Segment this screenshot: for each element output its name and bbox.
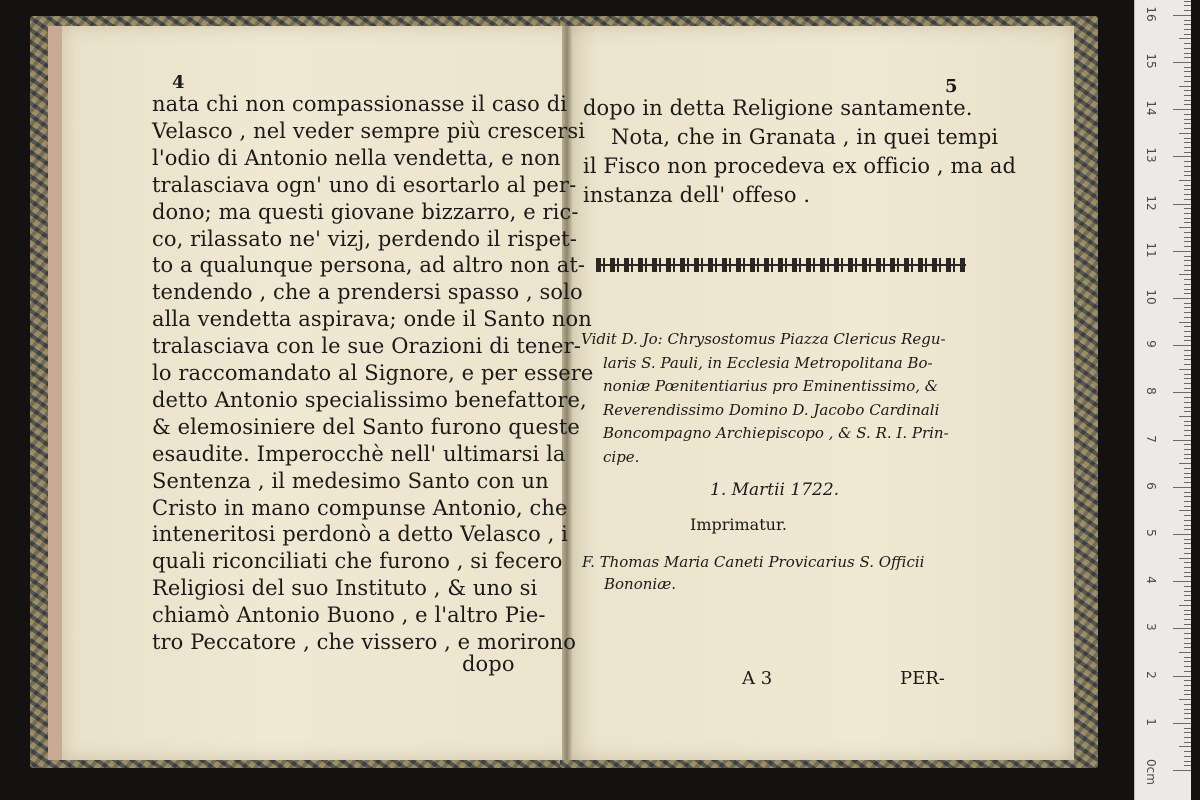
- ruler-tick: [1184, 614, 1191, 615]
- ruler-tick: [1179, 416, 1191, 417]
- ruler-tick: [1173, 723, 1191, 724]
- ruler-tick: [1184, 661, 1191, 662]
- ruler-tick: [1184, 100, 1191, 101]
- ruler-tick: [1184, 279, 1191, 280]
- ruler-tick: [1184, 680, 1191, 681]
- ruler-tick: [1184, 303, 1191, 304]
- ruler-tick: [1184, 81, 1191, 82]
- ruler-tick: [1184, 633, 1191, 634]
- text-line: tralasciava ogn' uno di esortarlo al per-: [152, 172, 577, 197]
- ruler-label: 8: [1144, 387, 1158, 396]
- ruler-tick: [1179, 274, 1191, 275]
- ruler-tick: [1184, 138, 1191, 139]
- ornamental-rule: [596, 258, 966, 272]
- ruler-tick: [1184, 67, 1191, 68]
- ruler-tick: [1184, 383, 1191, 384]
- ruler-tick: [1184, 501, 1191, 502]
- ruler-tick: [1184, 572, 1191, 573]
- text-line: Cristo in mano compunse Antonio, che: [152, 495, 568, 520]
- ruler-tick: [1184, 742, 1191, 743]
- ruler-label: 13: [1144, 147, 1158, 164]
- text-line: Sentenza , il medesimo Santo con un: [152, 468, 549, 493]
- ruler-tick: [1184, 454, 1191, 455]
- ruler-label: 15: [1144, 53, 1158, 69]
- ruler-tick: [1184, 331, 1191, 332]
- ruler-label: 14: [1144, 100, 1158, 116]
- ruler-tick: [1184, 175, 1191, 176]
- ruler-tick: [1184, 553, 1191, 554]
- ruler-tick: [1179, 227, 1191, 228]
- ruler-tick: [1184, 359, 1191, 360]
- ruler-tick: [1173, 15, 1191, 16]
- text-line: cipe.: [603, 447, 640, 466]
- text-line: esaudite. Imperocchè nell' ultimarsi la: [152, 441, 566, 466]
- ruler-tick: [1184, 336, 1191, 337]
- ruler-tick: [1184, 586, 1191, 587]
- ruler-tick: [1184, 152, 1191, 153]
- ruler-tick: [1184, 364, 1191, 365]
- ruler-tick: [1184, 232, 1191, 233]
- ruler-tick: [1184, 407, 1191, 408]
- ruler-tick: [1184, 43, 1191, 44]
- text-line: inteneritosi perdonò a detto Velasco , i: [152, 522, 568, 547]
- ruler-label: 9: [1144, 340, 1158, 348]
- ruler-tick: [1173, 676, 1191, 677]
- ruler-tick: [1184, 529, 1191, 530]
- ruler-tick: [1184, 326, 1191, 327]
- ruler-tick: [1184, 756, 1191, 757]
- ruler-tick: [1179, 133, 1191, 134]
- ruler-label: 16: [1144, 6, 1158, 22]
- ruler-tick: [1179, 699, 1191, 700]
- ruler-tick: [1184, 147, 1191, 148]
- ruler-tick: [1184, 458, 1191, 459]
- ruler-tick: [1184, 411, 1191, 412]
- text-line: chiamò Antonio Buono , e l'altro Pie-: [152, 603, 546, 628]
- ruler-tick: [1184, 666, 1191, 667]
- right-catchword: PER-: [900, 668, 945, 689]
- ruler-tick: [1184, 90, 1191, 91]
- ruler-tick: [1184, 57, 1191, 58]
- ruler-tick: [1184, 293, 1191, 294]
- text-line: Nota, che in Granata , in quei tempi: [611, 125, 999, 149]
- ruler-tick: [1184, 241, 1191, 242]
- ruler-tick: [1184, 194, 1191, 195]
- ruler-tick: [1184, 591, 1191, 592]
- ruler-tick: [1184, 24, 1191, 25]
- ruler-tick: [1184, 1, 1191, 2]
- ruler-tick: [1184, 690, 1191, 691]
- ruler-tick: [1184, 430, 1191, 431]
- ruler-tick: [1173, 156, 1191, 157]
- ruler-tick: [1184, 520, 1191, 521]
- ruler-tick: [1184, 751, 1191, 752]
- ruler-tick: [1184, 468, 1191, 469]
- ruler-tick: [1173, 628, 1191, 629]
- text-line: tendendo , che a prendersi spasso , solo: [152, 280, 583, 305]
- ruler-tick: [1173, 534, 1191, 535]
- ruler-tick: [1184, 496, 1191, 497]
- ruler-tick: [1184, 123, 1191, 124]
- ruler-tick: [1173, 581, 1191, 582]
- ruler-tick: [1184, 539, 1191, 540]
- ruler-tick: [1184, 270, 1191, 271]
- ruler-tick: [1184, 260, 1191, 261]
- ruler-tick: [1173, 62, 1191, 63]
- ruler-tick: [1179, 322, 1191, 323]
- ruler-tick: [1184, 402, 1191, 403]
- ruler-tick: [1184, 704, 1191, 705]
- ruler-tick: [1184, 732, 1191, 733]
- ruler-tick: [1184, 34, 1191, 35]
- ruler-tick: [1184, 388, 1191, 389]
- ruler-tick: [1184, 638, 1191, 639]
- ruler-tick: [1179, 746, 1191, 747]
- ruler-label: 1: [1144, 717, 1158, 726]
- ruler-tick: [1184, 473, 1191, 474]
- ruler-tick: [1184, 128, 1191, 129]
- ruler-tick: [1184, 718, 1191, 719]
- text-line: co, rilassato ne' vizj, perdendo il rispet-: [152, 226, 577, 251]
- ruler-tick: [1184, 71, 1191, 72]
- ruler-tick: [1184, 95, 1191, 96]
- ruler-tick: [1184, 119, 1191, 120]
- signature-mark: A 3: [742, 668, 773, 689]
- ruler-tick: [1184, 643, 1191, 644]
- text-line: tro Peccatore , che vissero , e morirono: [152, 630, 576, 654]
- ruler-label: 10: [1144, 289, 1158, 305]
- ruler-tick: [1179, 605, 1191, 606]
- ruler-tick: [1184, 619, 1191, 620]
- left-page-number: 4: [172, 72, 185, 93]
- ruler-label: 5: [1144, 529, 1158, 537]
- ruler-tick: [1184, 213, 1191, 214]
- ruler-tick: [1179, 463, 1191, 464]
- text-line: Religiosi del suo Instituto , & uno si: [152, 576, 538, 601]
- ruler-tick: [1184, 685, 1191, 686]
- ruler-tick: [1184, 340, 1191, 341]
- ruler-tick: [1184, 20, 1191, 21]
- ruler-label: 6: [1144, 481, 1158, 490]
- ruler-tick: [1184, 256, 1191, 257]
- ruler-tick: [1184, 48, 1191, 49]
- ruler-tick: [1184, 265, 1191, 266]
- ruler-tick: [1173, 392, 1191, 393]
- ruler-label: 11: [1144, 242, 1158, 258]
- ruler-tick: [1184, 397, 1191, 398]
- ruler-tick: [1184, 647, 1191, 648]
- ruler-tick: [1184, 515, 1191, 516]
- text-line: alla vendetta aspirava; onde il Santo non: [152, 307, 592, 332]
- ruler-tick: [1179, 38, 1191, 39]
- ruler-tick: [1184, 307, 1191, 308]
- ruler-tick: [1184, 246, 1191, 247]
- ruler-tick: [1184, 694, 1191, 695]
- ruler-tick: [1173, 298, 1191, 299]
- text-line: Boncompagno Archiepiscopo , & S. R. I. Prin-: [603, 424, 949, 442]
- ruler-tick: [1184, 765, 1191, 766]
- ruler-tick: [1184, 374, 1191, 375]
- ruler-tick: [1184, 728, 1191, 729]
- ruler-tick: [1184, 237, 1191, 238]
- ruler-tick: [1184, 737, 1191, 738]
- ruler-tick: [1184, 208, 1191, 209]
- text-line: dopo in detta Religione santamente.: [583, 96, 973, 120]
- text-line: instanza dell' offeso .: [583, 183, 811, 207]
- ruler-tick: [1179, 180, 1191, 181]
- ruler-tick: [1184, 222, 1191, 223]
- ruler-tick: [1173, 109, 1191, 110]
- ruler-label: 0cm: [1144, 759, 1158, 785]
- ruler-tick: [1184, 449, 1191, 450]
- text-line: tralasciava con le sue Orazioni di tener-: [152, 334, 581, 359]
- ruler-tick: [1184, 312, 1191, 313]
- ruler-label: 2: [1144, 670, 1158, 679]
- ruler-tick: [1173, 204, 1191, 205]
- ruler-tick: [1184, 600, 1191, 601]
- ruler-tick: [1179, 652, 1191, 653]
- imprimatur-label: Imprimatur.: [690, 515, 787, 534]
- ruler-tick: [1184, 76, 1191, 77]
- ruler-tick: [1173, 440, 1191, 441]
- ruler-label: 12: [1144, 194, 1158, 211]
- ruler-tick: [1184, 477, 1191, 478]
- ruler-tick: [1184, 548, 1191, 549]
- ruler-tick: [1184, 709, 1191, 710]
- ruler-tick: [1184, 713, 1191, 714]
- ruler-tick: [1184, 10, 1191, 11]
- text-line: F. Thomas Maria Caneti Provicarius S. Officii: [582, 553, 925, 571]
- text-line: to a qualunque persona, ad altro non at-: [152, 253, 586, 278]
- ruler-tick: [1184, 761, 1191, 762]
- ruler-tick: [1184, 435, 1191, 436]
- ruler-tick: [1184, 317, 1191, 318]
- text-line: quali riconciliati che furono , si fecero: [152, 549, 563, 574]
- ruler-tick: [1184, 350, 1191, 351]
- ruler-tick: [1179, 510, 1191, 511]
- date-line: 1. Martii 1722.: [710, 480, 840, 500]
- text-line: il Fisco non procedeva ex officio , ma ad: [583, 154, 1017, 178]
- text-line: nata chi non compassionasse il caso di: [152, 92, 568, 116]
- ruler-tick: [1184, 378, 1191, 379]
- ruler-tick: [1184, 5, 1191, 6]
- ruler-tick: [1173, 487, 1191, 488]
- ruler-tick: [1184, 543, 1191, 544]
- ruler-tick: [1184, 567, 1191, 568]
- ruler-tick: [1184, 562, 1191, 563]
- ruler-tick: [1179, 558, 1191, 559]
- ruler-tick: [1173, 770, 1191, 771]
- text-line: noniæ Pœnitentiarius pro Eminentissimo, &: [603, 377, 939, 395]
- ruler-label: 3: [1144, 623, 1158, 632]
- text-line: Vidit D. Jo: Chrysostomus Piazza Clericus Regu-: [581, 330, 946, 348]
- ruler-tick: [1184, 171, 1191, 172]
- text-line: Bononiæ.: [604, 575, 677, 593]
- ruler-tick: [1184, 289, 1191, 290]
- ruler-tick: [1173, 251, 1191, 252]
- text-line: l'odio di Antonio nella vendetta, e non: [152, 145, 561, 170]
- ruler-tick: [1184, 142, 1191, 143]
- text-line: Velasco , nel veder sempre più crescersi: [152, 118, 586, 143]
- text-line: & elemosiniere del Santo furono queste: [152, 414, 580, 439]
- text-line: detto Antonio specialissimo benefattore,: [152, 387, 587, 412]
- measurement-ruler: [1134, 0, 1191, 800]
- ruler-tick: [1184, 595, 1191, 596]
- ruler-tick: [1184, 444, 1191, 445]
- text-line: Reverendissimo Domino D. Jacobo Cardinali: [603, 400, 940, 419]
- text-line: laris S. Pauli, in Ecclesia Metropolitana Bo-: [603, 353, 933, 372]
- ruler-tick: [1179, 369, 1191, 370]
- ruler-tick: [1184, 166, 1191, 167]
- ruler-tick: [1184, 576, 1191, 577]
- ruler-tick: [1184, 114, 1191, 115]
- ruler-tick: [1184, 161, 1191, 162]
- ruler-tick: [1184, 525, 1191, 526]
- ruler-tick: [1184, 284, 1191, 285]
- ruler-tick: [1184, 185, 1191, 186]
- left-catchword: dopo: [462, 652, 515, 676]
- text-line: lo raccomandato al Signore, e per essere: [152, 361, 594, 385]
- ruler-tick: [1184, 482, 1191, 483]
- ruler-tick: [1184, 29, 1191, 30]
- ruler-tick: [1184, 53, 1191, 54]
- ruler-tick: [1184, 657, 1191, 658]
- ruler-tick: [1184, 355, 1191, 356]
- ruler-tick: [1179, 86, 1191, 87]
- ruler-tick: [1184, 421, 1191, 422]
- right-page-number: 5: [945, 76, 958, 97]
- ruler-label: 4: [1144, 576, 1158, 584]
- ruler-tick: [1184, 425, 1191, 426]
- ruler-tick: [1184, 189, 1191, 190]
- ruler-tick: [1184, 610, 1191, 611]
- ruler-tick: [1184, 104, 1191, 105]
- ruler-tick: [1184, 671, 1191, 672]
- ruler-tick: [1184, 624, 1191, 625]
- ruler-label: 7: [1144, 434, 1158, 443]
- ruler-tick: [1173, 345, 1191, 346]
- ruler-tick: [1184, 199, 1191, 200]
- text-line: dono; ma questi giovane bizzarro, e ric-: [152, 199, 579, 224]
- ruler-tick: [1184, 218, 1191, 219]
- ruler-tick: [1184, 492, 1191, 493]
- ruler-tick: [1184, 506, 1191, 507]
